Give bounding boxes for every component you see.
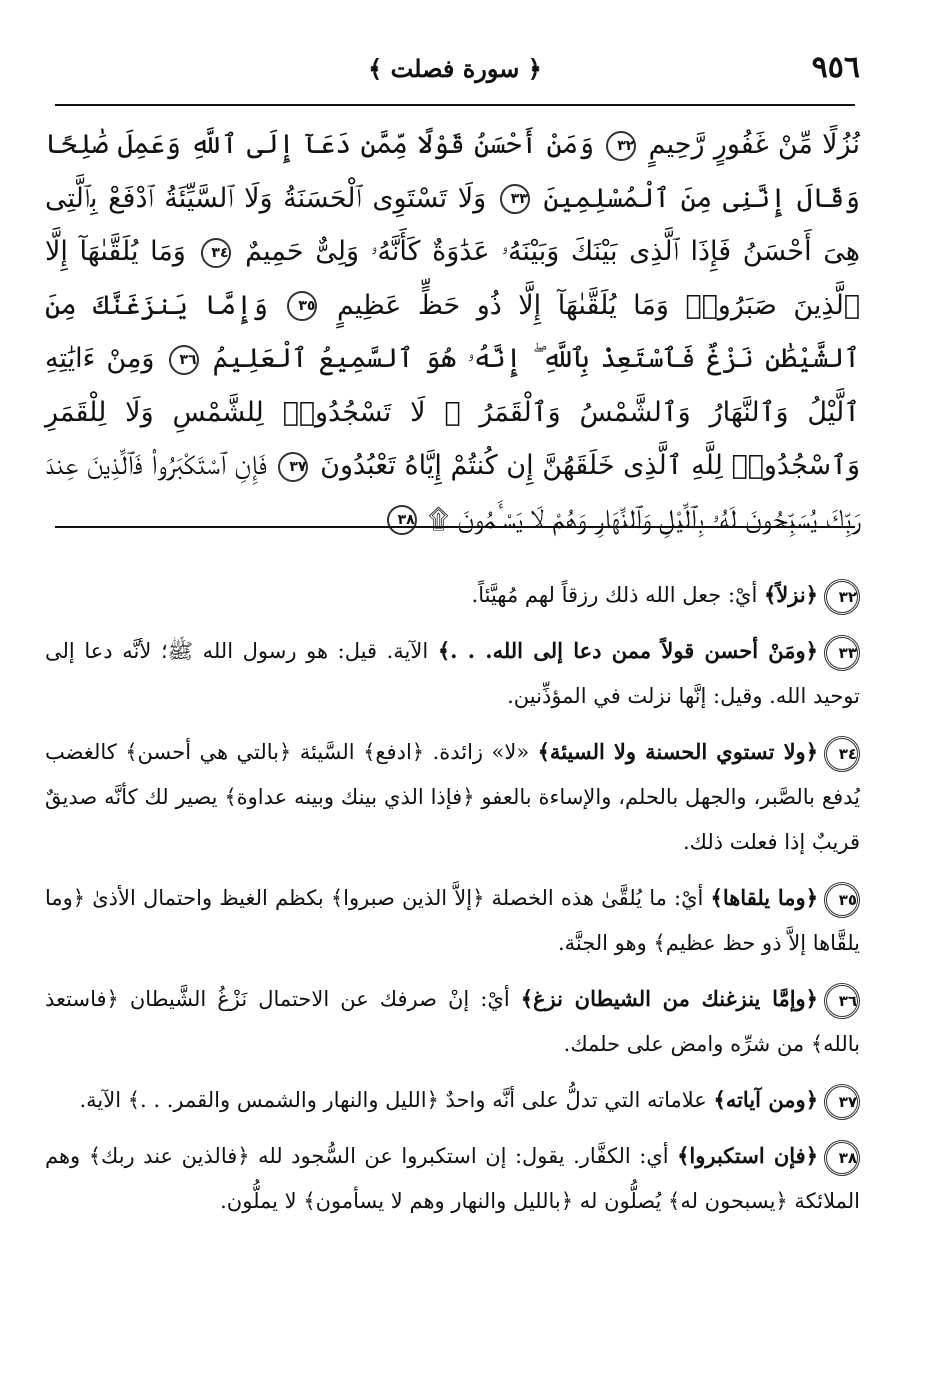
note-number-marker: ٣٢ xyxy=(824,579,860,615)
verse-number-marker: ٣٣ xyxy=(500,184,530,214)
commentary-note xyxy=(45,628,860,719)
verse-number-marker: ٣٢ xyxy=(606,131,636,161)
note-text: «لا» زائدة. ﴿ادفع﴾ السَّيئة ﴿بالتي هي أحسن﴾ كالغضب يُدفع بالصَّبر، والجهل بالحلم، والإساءة بالعفو ﴿فإذا الذي بينك وبينه عداوة﴾ يصير لك كأنَّه صديقٌ قريبٌ إذا فعلت ذلك. xyxy=(45,740,860,854)
note-quote: ﴿ومن آياته﴾ xyxy=(713,1087,818,1112)
commentary-note xyxy=(45,1077,860,1123)
header-divider xyxy=(55,104,855,106)
verse-number-marker: ٣٤ xyxy=(201,238,231,268)
note-text: الآية. قيل: هو رسول الله ﷺ؛ لأنَّه دعا إلى توحيد الله. وقيل: إنَّها نزلت في المؤذِّنين. xyxy=(45,639,860,708)
commentary-note xyxy=(45,1133,860,1224)
verse-text: وَإِمَّا يَنزَغَنَّكَ مِنَ ٱلشَّيْطَٰنِ نَزْغٌ فَٱسْتَعِذْ بِٱللَّهِ ۖ إِنَّهُۥ هُوَ ٱلسَّمِيعُ ٱلْعَلِيمُ xyxy=(45,289,860,374)
commentary-note xyxy=(45,875,860,966)
commentary-note xyxy=(45,572,860,618)
note-number-marker: ٣٣ xyxy=(824,635,860,671)
verse-number-marker: ٣٨ xyxy=(387,505,417,535)
commentary-notes xyxy=(45,572,860,1234)
verse-text: وَمَا يُلَقَّىٰهَآ إِلَّا ٱلَّذِينَ صَبَرُوا۟ وَمَا يُلَقَّىٰهَآ إِلَّا ذُو حَظٍّ عَظِيمٍ xyxy=(45,236,860,321)
note-quote: ﴿وإمَّا ينزغنك من الشيطان نزغ﴾ xyxy=(520,986,818,1011)
quran-text xyxy=(45,118,860,546)
note-text: علاماته التي تدلُّ على أنَّه واحدٌ ﴿الليل والنهار والشمس والقمر. . .﴾ الآية. xyxy=(79,1088,714,1112)
note-number-marker: ٣٨ xyxy=(824,1140,860,1176)
verse-text: نُزُلًا مِّنْ غَفُورٍ رَّحِيمٍ xyxy=(648,129,860,160)
note-text: أي: الكفَّار. يقول: إن استكبروا عن السُّجود لله ﴿فالذين عند ربك﴾ وهم الملائكة ﴿يسبحون له﴾ يُصلُّون له ﴿بالليل والنهار وهم لا يسأمون﴾ لا يملُّون. xyxy=(45,1144,860,1213)
note-number-marker: ٣٥ xyxy=(824,882,860,918)
verse-text: وَلَا تَسْتَوِى ٱلْحَسَنَةُ وَلَا ٱلسَّيِّئَةُ ٱدْفَعْ بِٱلَّتِى هِىَ أَحْسَنُ فَإِذَا ٱلَّذِى بَيْنَكَ وَبَيْنَهُۥ عَدَٰوَةٌ كَأَنَّهُۥ وَلِىٌّ حَمِيمٌ xyxy=(45,182,860,267)
section-divider xyxy=(55,526,855,528)
page-number: ٩٥٦ xyxy=(811,50,860,85)
verse-text: وَمِنْ ءَايَٰتِهِ ٱلَّيْلُ وَٱلنَّهَارُ وَٱلشَّمْسُ وَٱلْقَمَرُ ۚ لَا تَسْجُدُوا۟ لِلشَّمْسِ وَلَا لِلْقَمَرِ وَٱسْجُدُوا۟ لِلَّهِ ٱلَّذِى خَلَقَهُنَّ إِن كُنتُمْ إِيَّاهُ تَعْبُدُونَ xyxy=(45,343,860,481)
note-number-marker: ٣٤ xyxy=(824,736,860,772)
verse-number-marker: ٣٥ xyxy=(287,291,317,321)
verse-text: وَمَنْ أَحْسَنُ قَوْلًا مِّمَّن دَعَآ إِلَى ٱللَّهِ وَعَمِلَ صَٰلِحًا وَقَالَ إِنَّنِى مِنَ ٱلْمُسْلِمِينَ xyxy=(45,129,860,214)
note-text: أيْ: ما يُلقَّىٰ هذه الخصلة ﴿إلاَّ الذين صبروا﴾ بكظم الغيظ واحتمال الأذىٰ ﴿وما يلقَّاها إلاَّ ذو حظ عظيم﴾ وهو الجنَّة. xyxy=(45,886,860,955)
note-quote: ﴿ولا تستوي الحسنة ولا السيئة﴾ xyxy=(537,739,819,764)
commentary-note xyxy=(45,729,860,865)
surah-title: ﴿ سورة فصلت ﴾ xyxy=(368,54,542,83)
page-header xyxy=(50,40,860,90)
note-number-marker: ٣٦ xyxy=(824,983,860,1019)
commentary-note xyxy=(45,976,860,1067)
verse-number-marker: ٣٧ xyxy=(278,452,308,482)
verse-number-marker: ٣٦ xyxy=(169,345,199,375)
note-text: أيْ: جعل الله ذلك رزقاً لهم مُهيَّئاً. xyxy=(471,583,764,607)
note-quote: ﴿نزلاً﴾ xyxy=(763,582,818,607)
note-quote: ﴿فإن استكبروا﴾ xyxy=(677,1143,818,1168)
verse-text: فَإِنِ ٱسْتَكْبَرُوا۟ فَٱلَّذِينَ عِندَ رَبِّكَ يُسَبِّحُونَ لَهُۥ بِٱلَّيْلِ وَٱلنَّهَارِ وَهُمْ لَا يَسْـَٔمُونَ ۩ xyxy=(45,450,860,535)
note-quote: ﴿وما يلقاها﴾ xyxy=(710,885,818,910)
note-text: أيْ: إنْ صرفك عن الاحتمال نَزْغُ الشَّيطان ﴿فاستعذ بالله﴾ من شرِّه وامض على حلمك. xyxy=(45,987,860,1056)
note-quote: ﴿ومَنْ أحسن قولاً ممن دعا إلى الله. . .﴾ xyxy=(437,638,818,663)
note-number-marker: ٣٧ xyxy=(824,1084,860,1120)
